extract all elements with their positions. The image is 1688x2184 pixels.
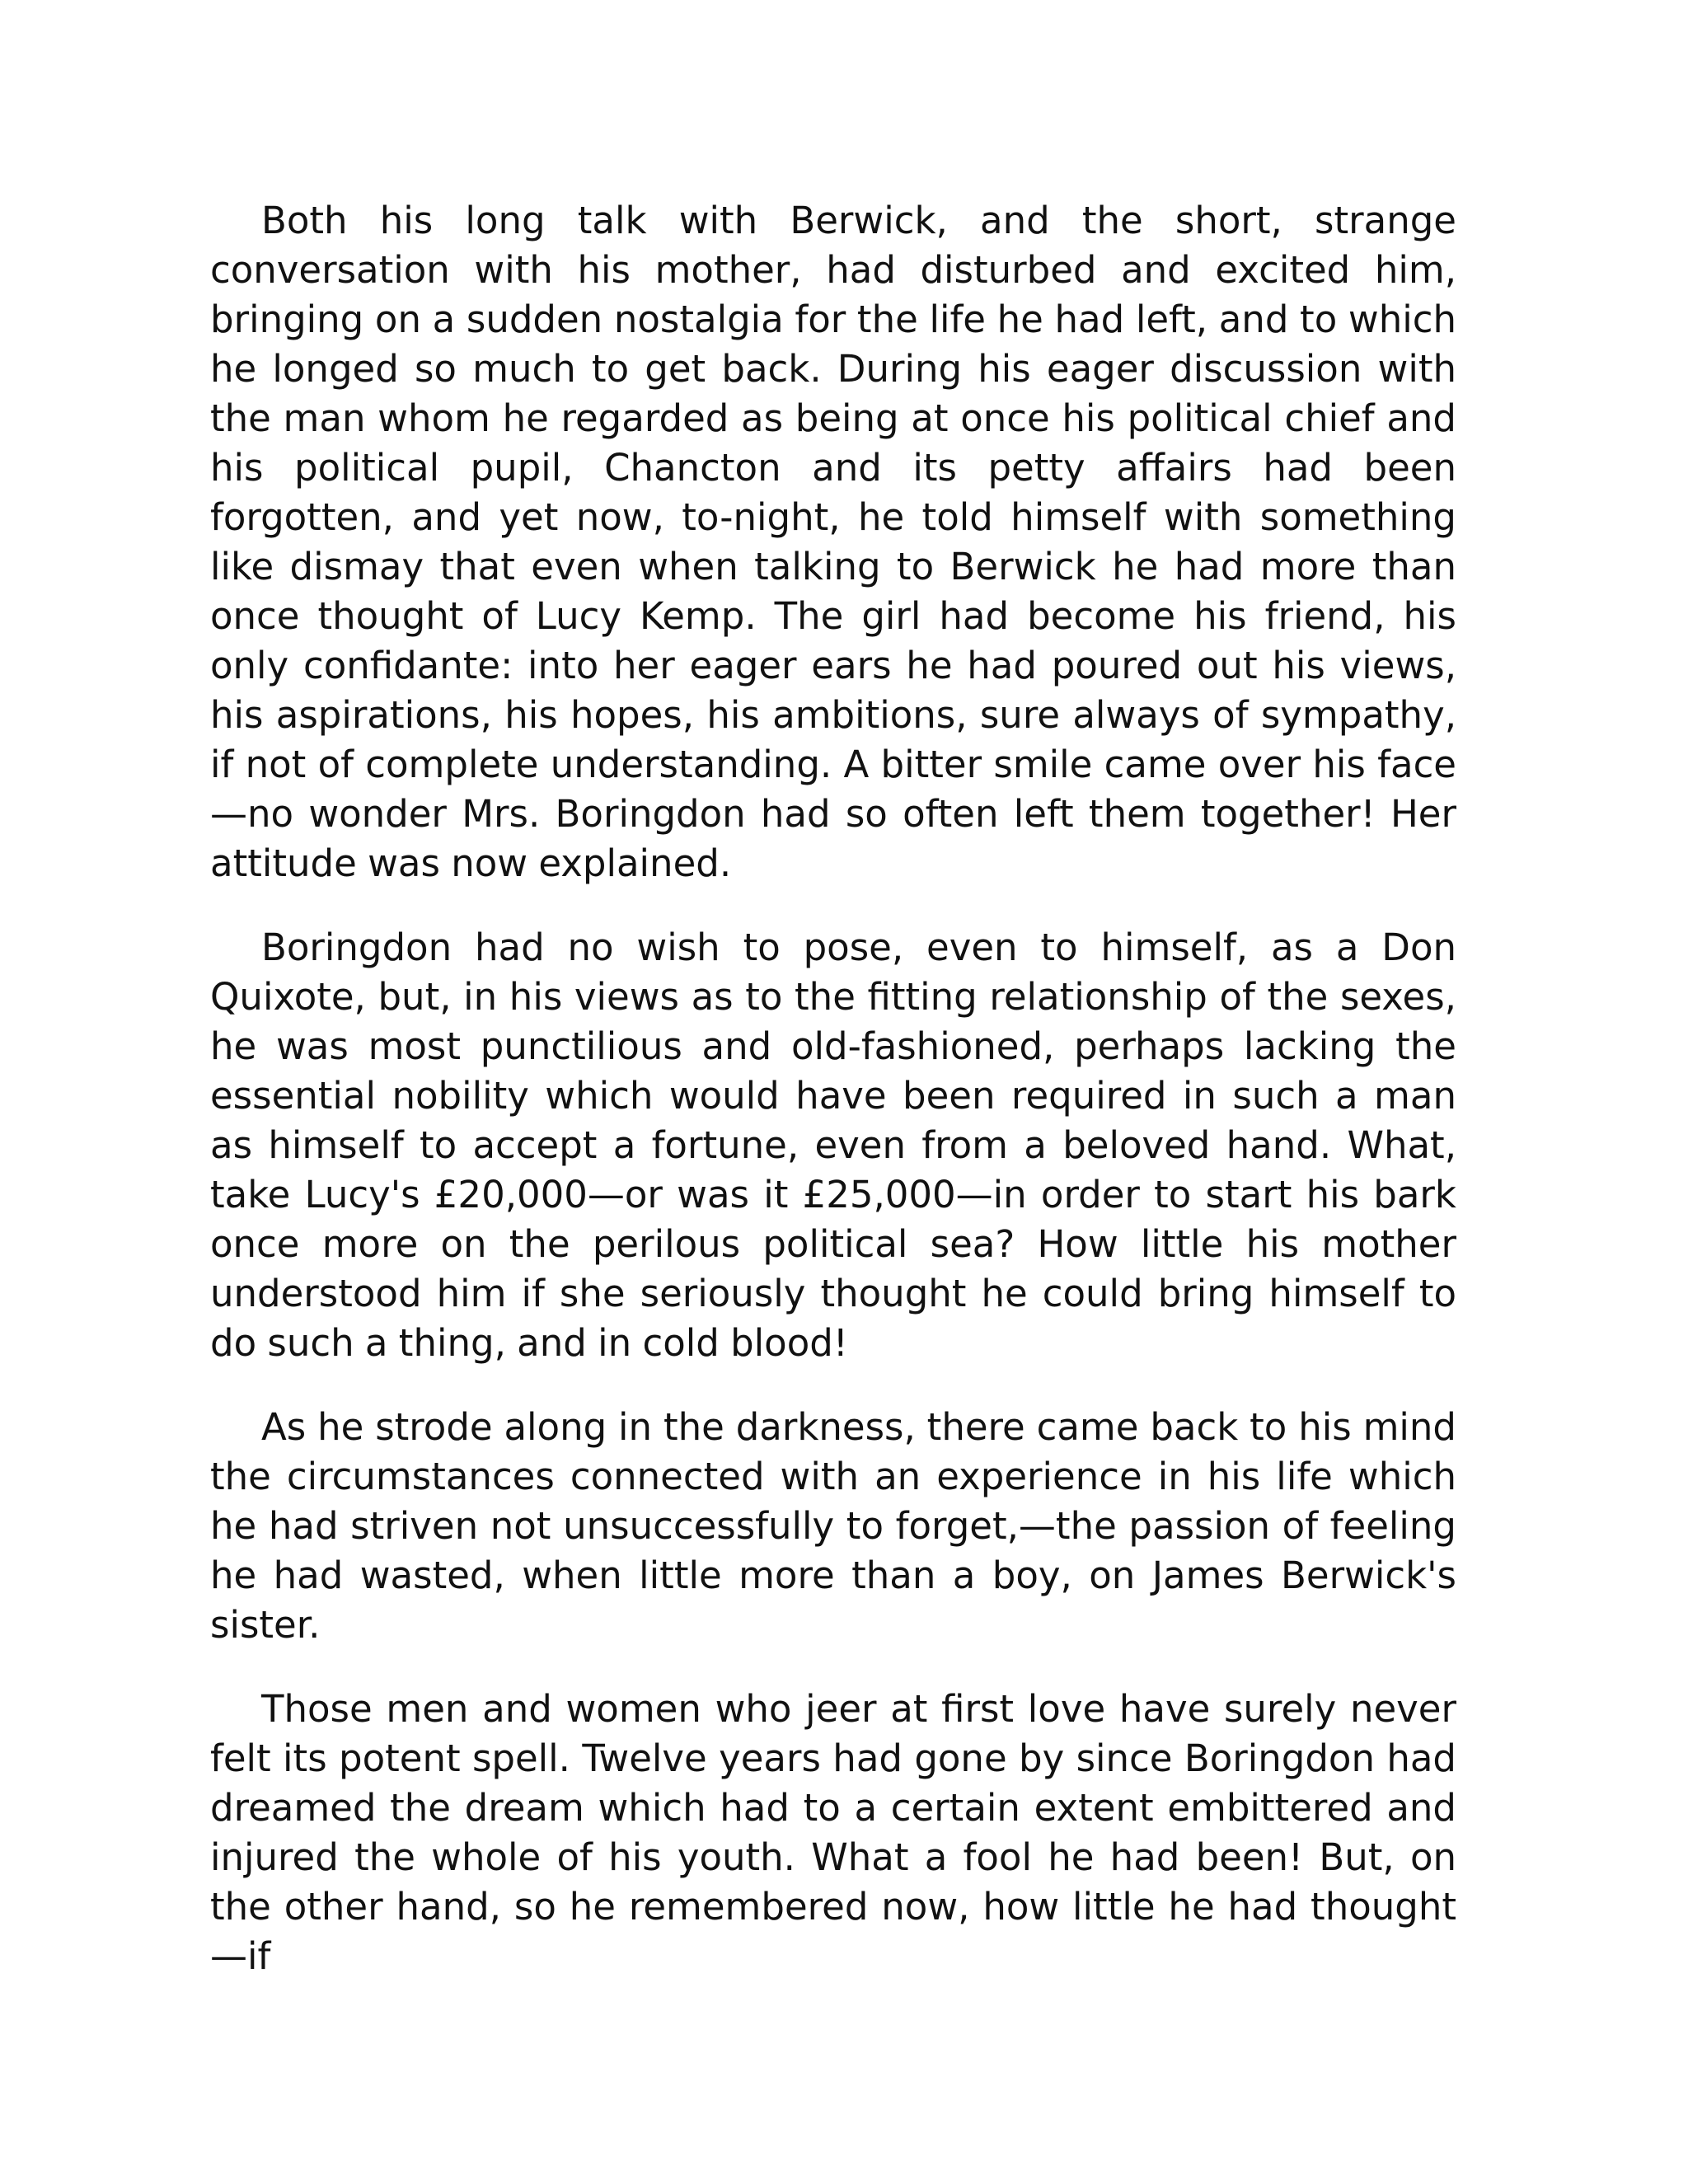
paragraph-2: Boringdon had no wish to pose, even to himself, as a Don Quixote, but, in his views as to the fitting relationship of the sexes, he was most punctilious and old-fashioned, perhaps lacking the essential nobility which would have been required in such a man as himself to accept a fortune, even from a beloved hand. What, take Lucy's £20,000—or was it £25,000—in order to start his bark once more on the perilous political sea? How little his mother understood him if she seriously thought he could bring himself to do such a thing, and in cold blood! bbox=[210, 926, 1456, 1365]
body-text bbox=[210, 196, 1456, 1981]
paragraph-3: As he strode along in the darkness, there came back to his mind the circumstances connected with an experience in his life which he had striven not unsuccessfully to forget,—the passion of feeling he had wasted, when little more than a boy, on James Berwick's sister. bbox=[210, 1405, 1456, 1647]
paragraph-1: Both his long talk with Berwick, and the short, strange conversation with his mother, had disturbed and excited him, bringing on a sudden nostalgia for the life he had left, and to which he longed so much to get back. During his eager discussion with the man whom he regarded as being at once his political chief and his political pupil, Chancton and its petty affairs had been forgotten, and yet now, to-night, he told himself with something like dismay that even when talking to Berwick he had more than once thought of Lucy Kemp. The girl had become his friend, his only confidante: into her eager ears he had poured out his views, his aspirations, his hopes, his ambitions, sure always of sympathy, if not of complete understanding. A bitter smile came over his face—no wonder Mrs. Boringdon had so often left them together! Her attitude was now explained. bbox=[210, 199, 1456, 885]
paragraph-4: Those men and women who jeer at first love have surely never felt its potent spell. Twelve years had gone by since Boringdon had dreamed the dream which had to a certain extent embittered and injured the whole of his youth. What a fool he had been! But, on the other hand, so he remembered now, how little he had thought—if bbox=[210, 1687, 1456, 1978]
